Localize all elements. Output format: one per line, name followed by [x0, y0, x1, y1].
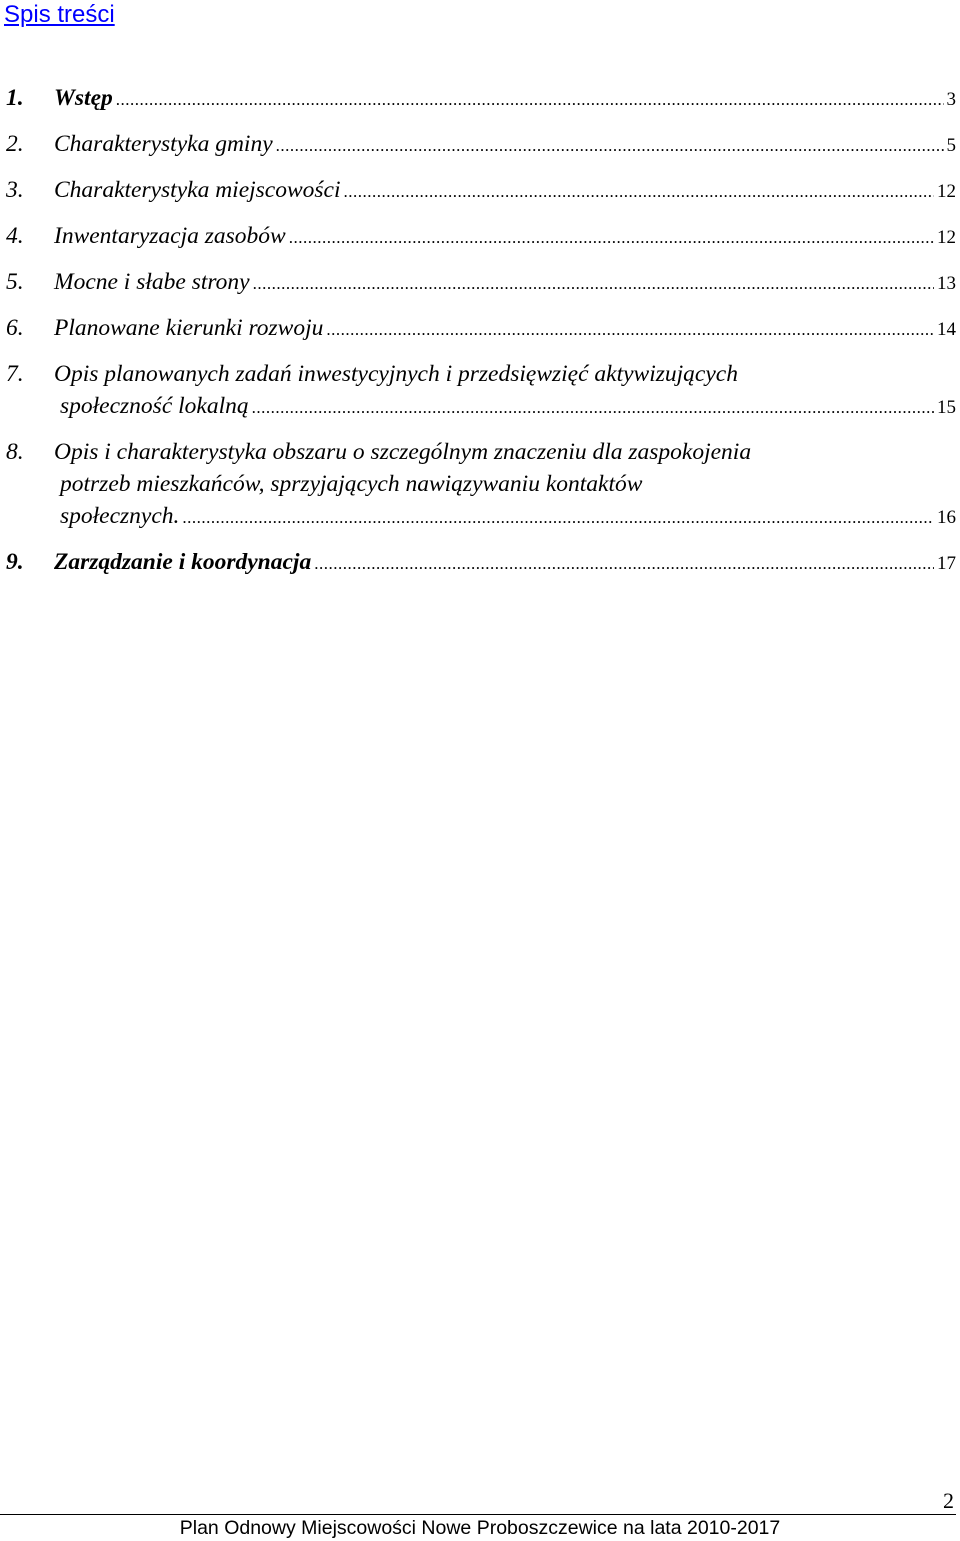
toc-entry-page: 12 — [937, 181, 956, 202]
toc-entry-title-line-3[interactable]: społecznych. — [60, 503, 180, 529]
toc-entry-1[interactable] — [0, 82, 956, 128]
toc-entry-title-line-2[interactable]: potrzeb mieszkańców, sprzyjających nawiązywaniu kontaktów — [60, 471, 643, 497]
toc-entry-5[interactable] — [0, 266, 956, 312]
toc-entry-page: 14 — [937, 319, 956, 340]
toc-entry-title[interactable]: Charakterystyka gminy — [54, 131, 273, 157]
page-number: 2 — [943, 1488, 954, 1513]
toc-entry-number: 4. — [6, 223, 24, 249]
dot-leader — [326, 314, 934, 346]
toc-entry-number: 7. — [6, 361, 24, 387]
toc-entry-page: 13 — [937, 273, 956, 294]
toc-entry-7[interactable] — [0, 358, 956, 436]
toc-title[interactable]: Spis treści — [4, 1, 115, 28]
toc-entry-8[interactable] — [0, 436, 956, 546]
toc-entry-title[interactable]: Mocne i słabe strony — [54, 269, 250, 295]
toc-entry-page: 5 — [946, 135, 956, 156]
toc-entry-title[interactable]: Wstęp — [54, 85, 113, 111]
toc-entry-title-line-1[interactable]: Opis planowanych zadań inwestycyjnych i przedsięwzięć aktywizujących — [54, 361, 738, 387]
toc-entry-number: 3. — [6, 177, 24, 203]
toc-entry-number: 8. — [6, 439, 24, 465]
dot-leader — [276, 130, 944, 162]
toc-entry-title-line-1[interactable]: Opis i charakterystyka obszaru o szczególnym znaczeniu dla zaspokojenia — [54, 439, 752, 465]
dot-leader — [252, 392, 934, 424]
toc-entry-number: 2. — [6, 131, 24, 157]
dot-leader — [253, 268, 934, 300]
footer-text: Plan Odnowy Miejscowości Nowe Proboszczewice na lata 2010-2017 — [179, 1517, 781, 1539]
dot-leader — [344, 176, 934, 208]
toc-entry-number: 9. — [6, 549, 24, 575]
toc-entry-9[interactable] — [0, 546, 956, 592]
toc-entry-title-line-2[interactable]: społeczność lokalną — [60, 393, 249, 419]
toc-entry-title[interactable]: Inwentaryzacja zasobów — [54, 223, 286, 249]
toc-entry-number: 1. — [6, 85, 24, 111]
toc-entry-number: 6. — [6, 315, 24, 341]
toc-entry-2[interactable] — [0, 128, 956, 174]
footer-divider — [0, 1514, 956, 1515]
toc-entry-page: 12 — [937, 227, 956, 248]
toc-entry-number: 5. — [6, 269, 24, 295]
toc-entry-page: 3 — [946, 89, 956, 110]
dot-leader — [116, 84, 944, 116]
toc-entry-title[interactable]: Zarządzanie i koordynacja — [54, 549, 312, 575]
dot-leader — [182, 502, 934, 534]
toc-entry-page: 16 — [937, 507, 956, 528]
dot-leader — [289, 222, 934, 254]
table-of-contents — [0, 82, 956, 592]
toc-entry-page: 15 — [937, 397, 956, 418]
toc-entry-title[interactable]: Charakterystyka miejscowości — [54, 177, 341, 203]
dot-leader — [314, 548, 934, 580]
toc-entry-title[interactable]: Planowane kierunki rozwoju — [54, 315, 324, 341]
toc-entry-page: 17 — [937, 553, 956, 574]
toc-entry-6[interactable] — [0, 312, 956, 358]
toc-entry-4[interactable] — [0, 220, 956, 266]
toc-entry-3[interactable] — [0, 174, 956, 220]
